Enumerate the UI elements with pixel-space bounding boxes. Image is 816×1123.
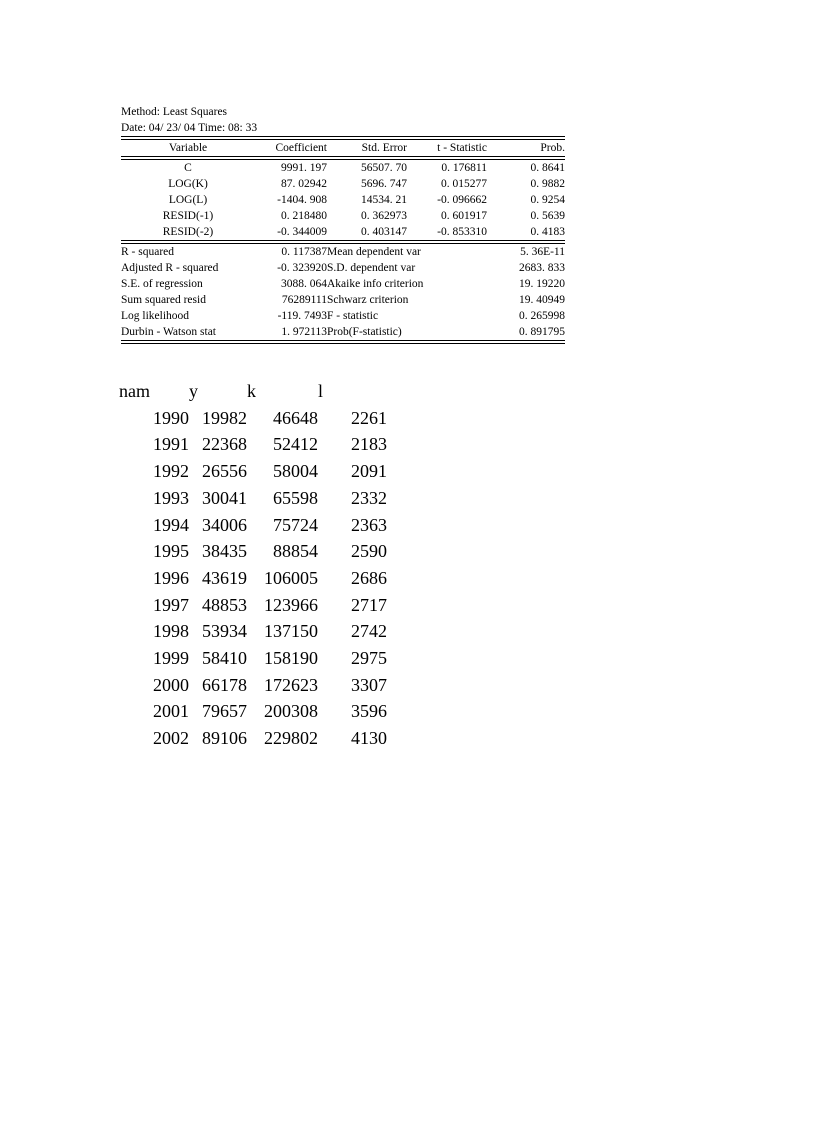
- header-k: k: [247, 381, 256, 401]
- coefficient-row: [121, 192, 565, 208]
- coefficient-cell: 0. 218480: [281, 210, 327, 222]
- y-cell: 66178: [202, 674, 247, 695]
- variable-cell: RESID(-1): [162, 210, 214, 222]
- year-cell: 2002: [153, 728, 189, 749]
- year-cell: 1996: [153, 567, 189, 588]
- year-cell: 1991: [153, 434, 189, 455]
- prob-cell: 0. 8641: [530, 162, 565, 174]
- stat-value: 1. 972113: [281, 326, 327, 338]
- t-statistic-cell: -0. 853310: [437, 226, 487, 238]
- k-cell: 123966: [264, 594, 318, 615]
- year-cell: 1990: [153, 407, 189, 428]
- stat-value: 5. 36E-11: [520, 246, 565, 258]
- std-error-cell: 56507. 70: [361, 162, 407, 174]
- coefficient-row: [121, 176, 565, 192]
- y-cell: 53934: [202, 621, 247, 642]
- coefficient-cell: 87. 02942: [281, 178, 327, 190]
- y-cell: 26556: [202, 461, 247, 482]
- dataset-header-row: [119, 378, 387, 405]
- coefficient-row: [121, 160, 565, 176]
- stat-value: -0. 323920: [277, 262, 327, 274]
- year-cell: 1997: [153, 594, 189, 615]
- k-cell: 106005: [264, 567, 318, 588]
- method-line: Method: Least Squares: [121, 106, 228, 118]
- date-line: Date: 04/ 23/ 04 Time: 08: 33: [121, 122, 258, 134]
- y-cell: 34006: [202, 514, 247, 535]
- stat-label: Prob(F-statistic): [327, 326, 402, 338]
- y-cell: 48853: [202, 594, 247, 615]
- year-cell: 1998: [153, 621, 189, 642]
- l-cell: 2686: [351, 567, 387, 588]
- stat-label: Adjusted R - squared: [121, 262, 219, 274]
- k-cell: 52412: [273, 434, 318, 455]
- dataset-row: [119, 565, 387, 592]
- coefficient-rows: [121, 160, 565, 240]
- y-cell: 43619: [202, 567, 247, 588]
- l-cell: 2975: [351, 648, 387, 669]
- year-cell: 1992: [153, 461, 189, 482]
- regression-output: [121, 104, 565, 344]
- header-variable: Variable: [168, 142, 208, 154]
- dataset-row: [119, 512, 387, 539]
- dataset-row: [119, 485, 387, 512]
- t-statistic-cell: 0. 015277: [441, 178, 487, 190]
- year-cell: 1999: [153, 648, 189, 669]
- coefficient-table: [121, 140, 565, 156]
- stat-label: S.E. of regression: [121, 278, 203, 290]
- k-cell: 46648: [273, 407, 318, 428]
- stat-value: 0. 891795: [519, 326, 565, 338]
- header-prob: Prob.: [540, 142, 565, 154]
- summary-stat-row: [121, 292, 565, 308]
- l-cell: 2091: [351, 461, 387, 482]
- header-coefficient: Coefficient: [275, 142, 327, 154]
- dataset-row: [119, 431, 387, 458]
- dataset-row: [119, 618, 387, 645]
- k-cell: 58004: [273, 461, 318, 482]
- stat-label: S.D. dependent var: [327, 262, 416, 274]
- dataset-row: [119, 698, 387, 725]
- k-cell: 75724: [273, 514, 318, 535]
- year-cell: 1994: [153, 514, 189, 535]
- year-cell: 2000: [153, 674, 189, 695]
- k-cell: 172623: [264, 674, 318, 695]
- summary-stat-row: [121, 260, 565, 276]
- k-cell: 200308: [264, 701, 318, 722]
- l-cell: 4130: [351, 728, 387, 749]
- coefficient-row: [121, 208, 565, 224]
- year-cell: 1995: [153, 541, 189, 562]
- l-cell: 2332: [351, 487, 387, 508]
- l-cell: 3596: [351, 701, 387, 722]
- double-rule: [121, 340, 565, 344]
- stat-label: Sum squared resid: [121, 294, 206, 306]
- dataset-row: [119, 645, 387, 672]
- dataset-row: [119, 405, 387, 432]
- year-cell: 1993: [153, 487, 189, 508]
- k-cell: 158190: [264, 648, 318, 669]
- t-statistic-cell: 0. 601917: [441, 210, 487, 222]
- l-cell: 2717: [351, 594, 387, 615]
- y-cell: 38435: [202, 541, 247, 562]
- prob-cell: 0. 4183: [530, 226, 565, 238]
- coefficient-cell: -0. 344009: [277, 226, 327, 238]
- stat-label: R - squared: [121, 246, 175, 258]
- stat-value: 0. 117387: [281, 246, 327, 258]
- summary-stat-row: [121, 276, 565, 292]
- prob-cell: 0. 5639: [530, 210, 565, 222]
- summary-stat-row: [121, 308, 565, 324]
- prob-cell: 0. 9254: [530, 194, 565, 206]
- stat-value: 19. 40949: [519, 294, 565, 306]
- k-cell: 88854: [273, 541, 318, 562]
- dataset-table-wrapper: [119, 378, 387, 752]
- stat-value: -119. 7493: [277, 310, 327, 322]
- l-cell: 2363: [351, 514, 387, 535]
- stat-value: 0. 265998: [519, 310, 565, 322]
- stat-value: 19. 19220: [519, 278, 565, 290]
- dataset-row: [119, 672, 387, 699]
- l-cell: 2261: [351, 407, 387, 428]
- coefficient-header-row: [121, 140, 565, 156]
- y-cell: 58410: [202, 648, 247, 669]
- stat-label: Schwarz criterion: [327, 294, 409, 306]
- y-cell: 79657: [202, 701, 247, 722]
- dataset-row: [119, 538, 387, 565]
- coefficient-cell: -1404. 908: [277, 194, 327, 206]
- l-cell: 2590: [351, 541, 387, 562]
- l-cell: 2183: [351, 434, 387, 455]
- std-error-cell: 0. 362973: [361, 210, 407, 222]
- dataset-row: [119, 725, 387, 752]
- header-l: l: [318, 381, 324, 401]
- k-cell: 229802: [264, 728, 318, 749]
- l-cell: 2742: [351, 621, 387, 642]
- t-statistic-cell: -0. 096662: [437, 194, 487, 206]
- k-cell: 65598: [273, 487, 318, 508]
- stat-label: Durbin - Watson stat: [121, 326, 217, 338]
- variable-cell: C: [184, 162, 192, 174]
- variable-cell: RESID(-2): [162, 226, 214, 238]
- std-error-cell: 14534. 21: [361, 194, 407, 206]
- dataset-row: [119, 458, 387, 485]
- k-cell: 137150: [264, 621, 318, 642]
- year-cell: 2001: [153, 701, 189, 722]
- y-cell: 22368: [202, 434, 247, 455]
- stat-label: F - statistic: [327, 310, 379, 322]
- dataset-table: [119, 378, 387, 752]
- stat-value: 76289111: [281, 294, 327, 306]
- l-cell: 3307: [351, 674, 387, 695]
- header-std-error: Std. Error: [361, 142, 407, 154]
- coefficient-row: [121, 224, 565, 240]
- variable-cell: LOG(K): [168, 178, 208, 190]
- y-cell: 19982: [202, 407, 247, 428]
- stat-value: 2683. 833: [519, 262, 565, 274]
- header-t-statistic: t - Statistic: [437, 142, 487, 154]
- variable-cell: LOG(L): [168, 194, 208, 206]
- dataset-row: [119, 592, 387, 619]
- stat-label: Mean dependent var: [327, 246, 421, 258]
- stat-label: Akaike info criterion: [327, 278, 424, 290]
- summary-stats-table: [121, 244, 565, 340]
- stat-label: Log likelihood: [121, 310, 190, 322]
- y-cell: 89106: [202, 728, 247, 749]
- stat-value: 3088. 064: [281, 278, 327, 290]
- std-error-cell: 5696. 747: [361, 178, 407, 190]
- prob-cell: 0. 9882: [530, 178, 565, 190]
- coefficient-cell: 9991. 197: [281, 162, 327, 174]
- summary-stat-row: [121, 244, 565, 260]
- t-statistic-cell: 0. 176811: [441, 162, 487, 174]
- y-cell: 30041: [202, 487, 247, 508]
- header-nam: nam: [119, 381, 150, 401]
- header-y: y: [189, 381, 198, 401]
- std-error-cell: 0. 403147: [361, 226, 407, 238]
- summary-stat-row: [121, 324, 565, 340]
